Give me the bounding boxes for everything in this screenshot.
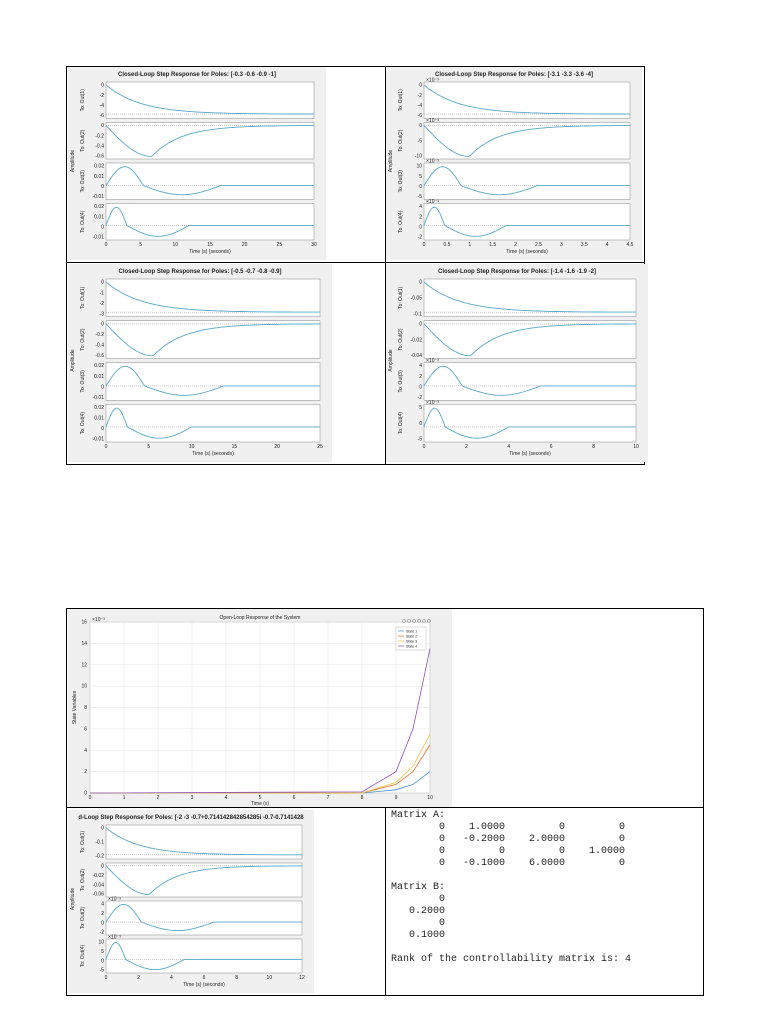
x-tick-label: 1 xyxy=(468,242,472,248)
console-line: Matrix A: xyxy=(391,810,446,821)
x-tick-label: 1.5 xyxy=(489,242,497,248)
console-line: 0 xyxy=(391,894,446,905)
subplot-output-label: To: Out(4) xyxy=(80,210,86,233)
x-tick-label: 2 xyxy=(465,444,468,450)
legend-entry: State 3 xyxy=(406,639,418,644)
chart-title: Closed-Loop Step Response for Poles: [-0.3 -0.6 -0.9 -1] xyxy=(117,72,277,78)
subplot-output-label: To: Out(1) xyxy=(80,89,86,112)
y-tick-label: 5 xyxy=(101,949,104,956)
y-tick-label: -4 xyxy=(417,103,422,110)
subplot-output-label: To: Out(1) xyxy=(398,286,404,309)
y-tick-label: -6 xyxy=(417,113,422,120)
y-tick-label: 0.02 xyxy=(94,363,104,370)
y-tick-label: 0.01 xyxy=(94,373,104,380)
y-tick-label: 0 xyxy=(84,790,87,797)
x-tick-label: 0 xyxy=(422,444,426,450)
y-tick-label: 0.01 xyxy=(94,214,104,221)
console-line: 0 0 0 1.0000 xyxy=(391,846,626,857)
y-tick-label: -2 xyxy=(417,92,422,99)
x-tick-label: 25 xyxy=(317,444,323,450)
y-tick-label: 6 xyxy=(84,726,87,733)
subplot-axes xyxy=(106,163,314,200)
subplot-output-label: To: Out(3) xyxy=(80,170,86,193)
y-tick-label: 0 xyxy=(101,426,104,433)
subplot-axes xyxy=(424,163,630,200)
axis-exponent: ×10⁻³ xyxy=(426,399,439,406)
x-tick-label: 8 xyxy=(592,444,595,450)
x-tick-label: 10 xyxy=(427,795,433,801)
y-tick-label: 10 xyxy=(416,163,422,170)
x-tick-label: 20 xyxy=(241,242,248,248)
step-chart-svg xyxy=(386,67,642,260)
x-tick-label: 9 xyxy=(394,795,398,801)
y-tick-label: 0 xyxy=(101,279,104,286)
step-response-figure-2 xyxy=(386,67,642,260)
y-axis-label: Amplitude xyxy=(70,149,76,173)
x-tick-label: 6 xyxy=(292,795,296,801)
console-line xyxy=(391,942,631,954)
x-tick-label: 20 xyxy=(274,444,280,450)
y-tick-label: -0.6 xyxy=(95,353,104,360)
y-tick-label: 0.01 xyxy=(94,415,104,422)
y-tick-label: -0.02 xyxy=(410,337,422,344)
y-tick-label: 0 xyxy=(419,184,422,191)
step-chart-svg xyxy=(68,264,332,462)
y-tick-label: 4 xyxy=(419,363,422,370)
y-tick-label: -5 xyxy=(99,967,104,974)
y-tick-label: 0 xyxy=(419,420,422,427)
bottom-grid-left xyxy=(66,608,67,996)
y-tick-label: -2 xyxy=(417,234,422,241)
subplot-output-label: To: Out(4) xyxy=(398,210,404,233)
console-line: 0.1000 xyxy=(391,930,446,941)
y-tick-label: -0.4 xyxy=(95,342,104,349)
y-tick-label: -0.01 xyxy=(92,436,104,443)
step-response-figure-4 xyxy=(386,264,648,462)
x-tick-label: 6 xyxy=(202,975,206,981)
x-tick-label: 10 xyxy=(188,444,195,450)
subplot-output-label: To: Out(3) xyxy=(80,370,86,393)
x-tick-label: 7 xyxy=(326,795,330,801)
subplot-axes xyxy=(106,204,314,241)
x-tick-label: 15 xyxy=(231,444,238,450)
subplot-output-label: To: Out(2) xyxy=(80,328,86,351)
bottom-grid-bottom xyxy=(66,995,704,996)
x-tick-label: 4 xyxy=(507,444,511,450)
axis-exponent: ×10⁻³ xyxy=(108,896,121,903)
y-tick-label: -0.6 xyxy=(95,153,104,160)
y-tick-label: 2 xyxy=(84,769,87,776)
y-tick-label: 0 xyxy=(101,82,104,89)
subplot-output-label: To: Out(2) xyxy=(398,129,404,152)
x-tick-label: 0.5 xyxy=(443,242,451,248)
x-tick-label: 10 xyxy=(633,444,639,450)
y-tick-label: -0.01 xyxy=(92,234,104,241)
y-tick-label: 0 xyxy=(101,123,104,130)
chart-title: d-Loop Step Response for Poles: [-2 -3 -0.7+0.714142842854285i -0.7-0.7141428 xyxy=(78,815,304,821)
x-tick-label: 3 xyxy=(190,795,194,801)
y-tick-label: 2 xyxy=(419,214,422,221)
y-tick-label: 5 xyxy=(419,404,422,411)
x-tick-label: 3 xyxy=(559,242,563,248)
y-tick-label: -0.1 xyxy=(413,311,422,318)
subplot-axes xyxy=(106,404,320,442)
step-chart-svg xyxy=(386,264,648,462)
y-tick-label: 0 xyxy=(101,321,104,328)
legend-entry: State 1 xyxy=(406,629,418,634)
y-tick-label: 0 xyxy=(101,825,104,832)
y-tick-label: -4 xyxy=(99,103,104,110)
x-tick-label: 5 xyxy=(258,795,262,801)
y-tick-label: 4 xyxy=(84,747,87,754)
x-tick-label: 10 xyxy=(266,975,273,981)
y-tick-label: 0 xyxy=(419,123,422,130)
y-tick-label: -0.05 xyxy=(410,295,422,302)
y-tick-label: -0.1 xyxy=(95,839,104,846)
x-tick-label: 12 xyxy=(299,975,305,981)
chart-title: Open-Loop Response of the System xyxy=(219,615,301,621)
console-line xyxy=(391,870,631,882)
subplot-axes xyxy=(424,123,630,160)
y-axis-label: Amplitude xyxy=(70,887,76,911)
y-tick-label: 0.01 xyxy=(94,173,104,180)
console-line: 0 xyxy=(391,918,446,929)
y-axis-label: Amplitude xyxy=(388,149,394,173)
y-tick-label: 14 xyxy=(81,640,87,647)
x-tick-label: 4 xyxy=(224,795,228,801)
y-tick-label: 4 xyxy=(101,901,104,908)
console-line: Matrix B: xyxy=(391,882,446,893)
subplot-output-label: To: Out(2) xyxy=(80,868,86,892)
y-tick-label: 2 xyxy=(101,911,104,918)
legend-entry: State 2 xyxy=(406,634,418,639)
y-tick-label: 0 xyxy=(419,279,422,286)
x-tick-label: 5 xyxy=(139,242,143,248)
y-tick-label: -0.01 xyxy=(92,194,104,201)
y-tick-label: -10 xyxy=(414,153,422,160)
console-line: 0.2000 xyxy=(391,906,446,917)
step-chart-svg xyxy=(68,67,326,260)
subplot-axes xyxy=(106,863,302,897)
y-tick-label: 0.02 xyxy=(94,404,104,411)
y-tick-label: -5 xyxy=(417,194,422,201)
x-axis-label: Time (s) xyxy=(250,801,270,807)
x-tick-label: 2 xyxy=(137,975,141,981)
console-line: 0 -0.1000 6.0000 0 xyxy=(391,858,626,869)
y-axis-label: Amplitude xyxy=(388,349,394,372)
x-tick-label: 8 xyxy=(360,795,364,801)
subplot-output-label: To: Out(2) xyxy=(80,129,86,152)
x-tick-label: 2 xyxy=(514,242,517,248)
y-tick-label: 16 xyxy=(81,619,87,626)
y-tick-label: -0.2 xyxy=(95,332,104,339)
bottom-grid-right xyxy=(703,608,704,996)
y-tick-label: 4 xyxy=(419,204,422,211)
y-axis-label: Amplitude xyxy=(70,349,76,372)
y-tick-label: -0.2 xyxy=(95,133,104,140)
console-line: 0 1.0000 0 0 xyxy=(391,822,626,833)
x-tick-label: 30 xyxy=(311,242,317,248)
x-axis-label: Time (s) (seconds) xyxy=(509,451,551,457)
y-tick-label: -5 xyxy=(417,436,422,443)
x-tick-label: 6 xyxy=(549,444,553,450)
x-axis-label: Time (s) (seconds) xyxy=(189,249,231,255)
y-tick-label: 10 xyxy=(98,939,104,946)
axis-exponent: ×10⁻³ xyxy=(108,934,121,941)
x-tick-label: 1 xyxy=(122,795,126,801)
subplot-axes xyxy=(424,404,636,442)
y-tick-label: 0 xyxy=(101,863,104,870)
y-tick-label: 10 xyxy=(81,683,87,690)
x-tick-label: 0 xyxy=(104,444,108,450)
axis-exponent: ×10⁻³ xyxy=(426,77,439,84)
y-tick-label: 0 xyxy=(101,958,104,965)
step-response-figure-3 xyxy=(68,264,332,462)
x-tick-label: 0 xyxy=(104,242,108,248)
subplot-axes xyxy=(106,363,320,401)
y-tick-label: 0 xyxy=(419,321,422,328)
step-response-figure-1 xyxy=(68,67,326,260)
y-tick-label: 0 xyxy=(101,224,104,231)
subplot-axes xyxy=(106,901,302,935)
x-tick-label: 8 xyxy=(235,975,239,981)
step-chart-svg xyxy=(68,810,314,993)
x-tick-label: 0 xyxy=(422,242,426,248)
subplot-axes xyxy=(106,321,320,359)
y-tick-label: -2 xyxy=(99,92,104,99)
legend-entry: State 4 xyxy=(406,644,418,649)
y-tick-label: -0.04 xyxy=(410,353,422,360)
x-axis-label: Time (s) (seconds) xyxy=(506,249,548,255)
x-tick-label: 10 xyxy=(172,242,179,248)
x-tick-label: 3.5 xyxy=(580,242,588,248)
y-tick-label: -2 xyxy=(99,300,104,307)
y-tick-label: 0 xyxy=(419,82,422,89)
y-tick-label: 12 xyxy=(81,662,87,669)
subplot-output-label: To: Out(3) xyxy=(80,906,86,930)
y-tick-label: -0.02 xyxy=(92,873,104,880)
x-tick-label: 4 xyxy=(605,242,609,248)
x-tick-label: 0 xyxy=(104,975,108,981)
x-tick-label: 15 xyxy=(207,242,213,248)
x-tick-label: 2.5 xyxy=(534,242,542,248)
subplot-axes xyxy=(106,939,302,973)
y-tick-label: -0.06 xyxy=(92,891,104,898)
y-tick-label: -0.04 xyxy=(92,882,104,889)
chart-title: Closed-Loop Step Response for Poles: [-1.4 -1.6 -1.9 -2] xyxy=(437,269,597,275)
y-tick-label: -6 xyxy=(99,113,104,120)
axis-exponent: ×10⁻³ xyxy=(92,617,105,623)
subplot-output-label: To: Out(3) xyxy=(398,370,404,393)
x-tick-label: 4.5 xyxy=(626,242,634,248)
chart-title: Closed-Loop Step Response for Poles: [-3.1 -3.3 -3.6 -4] xyxy=(434,72,594,78)
y-tick-label: 0.02 xyxy=(94,204,104,211)
axis-exponent: ×10⁻³ xyxy=(426,118,439,124)
y-tick-label: -1 xyxy=(99,290,104,297)
y-tick-label: 0 xyxy=(101,384,104,391)
axis-exponent: ×10⁻³ xyxy=(426,158,439,165)
axis-exponent: ×10⁻³ xyxy=(426,199,439,205)
x-axis-label: Time (s) (seconds) xyxy=(192,451,234,457)
y-tick-label: 0 xyxy=(419,384,422,391)
subplot-output-label: To: Out(4) xyxy=(398,412,404,435)
y-tick-label: -5 xyxy=(417,138,422,145)
subplot-output-label: To: Out(1) xyxy=(398,89,404,112)
y-tick-label: 0 xyxy=(419,224,422,231)
console-line: Rank of the controllability matrix is: 4 xyxy=(391,954,632,965)
x-axis-label: Time (s) (seconds) xyxy=(183,982,225,988)
bottom-grid-vline xyxy=(385,807,386,995)
y-tick-label: -0.4 xyxy=(95,143,104,150)
subplot-output-label: To: Out(3) xyxy=(398,170,404,193)
x-tick-label: 5 xyxy=(147,444,151,450)
y-tick-label: -0.2 xyxy=(95,853,104,860)
console-line: 0 -0.2000 2.0000 0 xyxy=(391,834,626,845)
subplot-axes xyxy=(106,123,314,160)
chart-title: Closed-Loop Step Response for Poles: [-0.5 -0.7 -0.8 -0.9] xyxy=(118,269,282,275)
y-tick-label: -0.01 xyxy=(92,394,104,401)
y-tick-label: -2 xyxy=(417,394,422,401)
y-tick-label: 8 xyxy=(84,705,87,711)
y-axis-label: State Variables xyxy=(72,690,78,725)
x-tick-label: 4 xyxy=(169,975,173,981)
y-tick-label: 5 xyxy=(419,173,422,180)
subplot-output-label: To: Out(2) xyxy=(398,328,404,351)
subplot-axes xyxy=(424,321,636,359)
y-tick-label: -2 xyxy=(99,929,104,936)
y-tick-label: 0.02 xyxy=(94,163,104,170)
subplot-axes xyxy=(424,204,630,241)
open-loop-svg xyxy=(68,609,452,807)
x-tick-label: 0 xyxy=(88,795,92,801)
open-loop-response-figure xyxy=(68,609,452,807)
x-tick-label: 25 xyxy=(276,242,283,248)
x-tick-label: 2 xyxy=(156,795,160,801)
matlab-console-output xyxy=(391,810,631,966)
step-response-figure-5 xyxy=(68,810,314,993)
y-tick-label: -3 xyxy=(99,311,104,318)
subplot-output-label: To: Out(4) xyxy=(80,412,86,435)
subplot-output-label: To: Out(1) xyxy=(80,830,86,854)
axis-exponent: ×10⁻³ xyxy=(426,358,439,364)
subplot-output-label: To: Out(4) xyxy=(80,944,86,968)
y-tick-label: 2 xyxy=(419,373,422,380)
y-tick-label: 0 xyxy=(101,920,104,927)
y-tick-label: 0 xyxy=(101,184,104,191)
subplot-output-label: To: Out(1) xyxy=(80,286,86,309)
subplot-axes xyxy=(424,363,636,401)
